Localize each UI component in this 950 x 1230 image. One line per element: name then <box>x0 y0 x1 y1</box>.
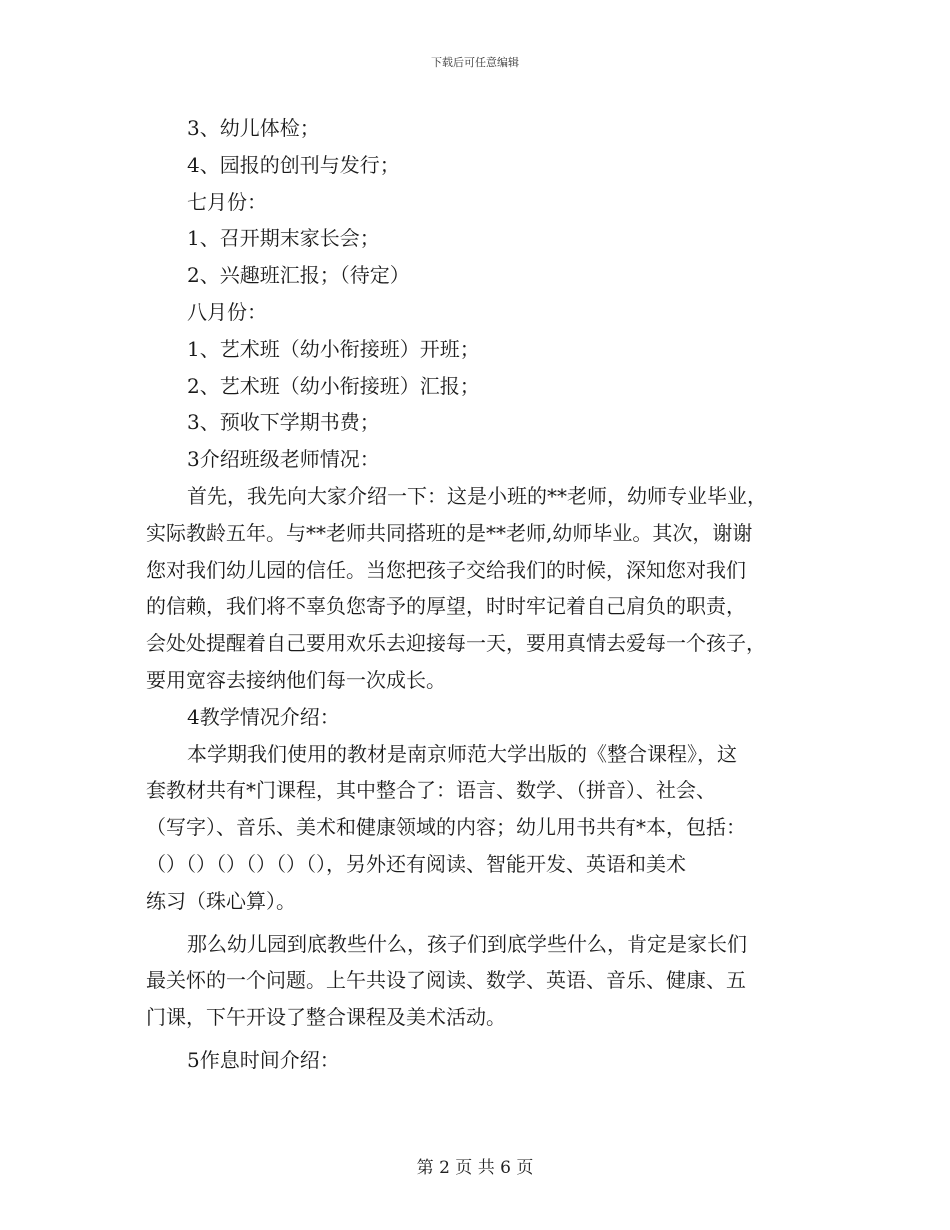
paragraph-line: 要用宽容去接纳他们每一次成长。 <box>146 667 446 692</box>
paragraph-line: 最关怀的一个问题。上午共设了阅读、数学、英语、音乐、健康、五 <box>146 968 746 993</box>
document-body <box>146 110 806 1079</box>
month-heading: 七月份： <box>187 189 267 214</box>
month-heading: 八月份： <box>187 299 267 324</box>
section-heading: 3介绍班级老师情况： <box>187 447 380 472</box>
page-header: 下载后可任意编辑 <box>431 56 519 69</box>
list-item: 1、艺术班（幼小衔接班）开班； <box>187 336 480 361</box>
paragraph-teaching <box>146 736 806 920</box>
paragraph-line: 会处处提醒着自己要用欢乐去迎接每一天，要用真情去爱每一个孩子， <box>146 631 766 656</box>
paragraph-line: 的信赖，我们将不辜负您寄予的厚望，时时牢记着自己肩负的职责， <box>146 594 746 619</box>
paragraph-line: 实际教龄五年。与**老师共同搭班的是**老师,幼师毕业。其次，谢谢 <box>146 520 753 545</box>
paragraph-line: （）（）（）（）（）（），另外还有阅读、智能开发、英语和美术 <box>146 851 686 876</box>
paragraph-line: （写字）、音乐、美术和健康领域的内容；幼儿用书共有*本，包括： <box>146 815 746 840</box>
list-item: 2、兴趣班汇报；（待定） <box>187 263 410 288</box>
list-item: 3、预收下学期书费； <box>187 410 380 435</box>
paragraph-teacher-intro <box>146 478 806 699</box>
list-item: 2、艺术班（幼小衔接班）汇报； <box>187 373 480 398</box>
paragraph-line: 首先，我先向大家介绍一下：这是小班的**老师，幼师专业毕业， <box>187 483 767 508</box>
section-heading: 4教学情况介绍： <box>187 704 340 729</box>
paragraph-line: 套教材共有*门课程，其中整合了：语言、数学、（拼音）、社会、 <box>146 778 716 803</box>
paragraph-line: 本学期我们使用的教材是南京师范大学出版的《整合课程》，这 <box>187 741 737 766</box>
list-item: 4、园报的创刊与发行； <box>187 152 400 177</box>
paragraph-line: 门课，下午开设了整合课程及美术活动。 <box>146 1005 506 1030</box>
page-footer: 第 2 页 共 6 页 <box>416 1158 534 1178</box>
paragraph-line: 您对我们幼儿园的信任。当您把孩子交给我们的时候，深知您对我们 <box>146 557 746 582</box>
paragraph-line: 那么幼儿园到底教些什么，孩子们到底学些什么，肯定是家长们 <box>187 931 747 956</box>
list-item: 3、幼儿体检； <box>187 116 320 140</box>
paragraph-line: 练习（珠心算）。 <box>146 888 296 913</box>
list-item: 1、召开期末家长会； <box>187 226 380 251</box>
paragraph-curriculum <box>146 926 806 1036</box>
section-heading: 5作息时间介绍： <box>187 1047 340 1072</box>
